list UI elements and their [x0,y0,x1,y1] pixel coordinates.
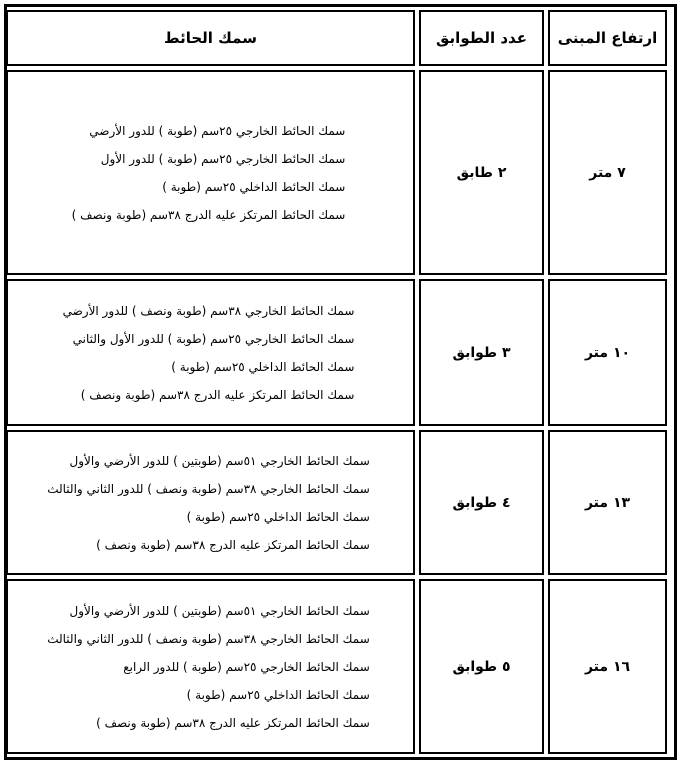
wall-line: سمك الحائط الداخلي ٢٥سم (طوبة ) [171,359,355,374]
wall-line: سمك الحائط الخارجي ٥١سم (طوبتين ) للدور الأرضي والأول [69,603,370,618]
wall-line: سمك الحائط الخارجي ٣٨سم (طوبة ونصف ) للدور الثاني والثالث [47,481,370,496]
height-cell: ١٠ متر [548,279,667,426]
floors-cell: ٣ طوابق [419,279,544,426]
table-row [6,279,677,426]
floors-cell: ٤ طوابق [419,430,544,575]
floors-cell: ٥ طوابق [419,579,544,754]
wall-line: سمك الحائط الخارجي ٢٥سم (طوبة ) للدور الرابع [123,659,370,674]
floors-cell: ٢ طابق [419,70,544,275]
wall-cell [6,70,415,275]
table-row [6,579,677,754]
table-row [6,70,677,275]
wall-line: سمك الحائط المرتكز عليه الدرج ٣٨سم (طوبة ونصف ) [96,715,370,730]
wall-cell [6,430,415,575]
wall-line: سمك الحائط الداخلي ٢٥سم (طوبة ) [162,179,346,194]
wall-line: سمك الحائط المرتكز عليه الدرج ٣٨سم (طوبة ونصف ) [96,537,370,552]
height-cell: ١٦ متر [548,579,667,754]
wall-cell [6,579,415,754]
wall-line: سمك الحائط الداخلي ٢٥سم (طوبة ) [186,509,370,524]
wall-line: سمك الحائط الخارجي ٢٥سم (طوبة ) للدور الأول [100,151,346,166]
wall-cell [6,279,415,426]
wall-line: سمك الحائط الخارجي ٣٨سم (طوبة ونصف ) للدور الأرضي [62,303,355,318]
wall-line: سمك الحائط الخارجي ٢٥سم (طوبة ) للدور الأرضي [89,123,346,138]
header-wall-thickness: سمك الحائط [6,10,415,66]
wall-lines [47,447,374,559]
header-floors: عدد الطوابق [419,10,544,66]
wall-line: سمك الحائط الداخلي ٢٥سم (طوبة ) [186,687,370,702]
wall-line: سمك الحائط الخارجي ٣٨سم (طوبة ونصف ) للدور الثاني والثالث [47,631,370,646]
wall-lines [72,117,350,229]
height-cell: ٧ متر [548,70,667,275]
wall-lines [47,597,374,737]
header-row [6,10,677,66]
table-row [6,430,677,575]
height-cell: ١٣ متر [548,430,667,575]
header-height: ارتفاع المبنى [548,10,667,66]
wall-line: سمك الحائط المرتكز عليه الدرج ٣٨سم (طوبة ونصف ) [71,207,346,222]
wall-line: سمك الحائط المرتكز عليه الدرج ٣٨سم (طوبة ونصف ) [80,387,355,402]
wall-lines [63,297,359,409]
wall-line: سمك الحائط الخارجي ٥١سم (طوبتين ) للدور الأرضي والأول [69,453,370,468]
wall-line: سمك الحائط الخارجي ٢٥سم (طوبة ) للدور الأول والثاني [72,331,355,346]
